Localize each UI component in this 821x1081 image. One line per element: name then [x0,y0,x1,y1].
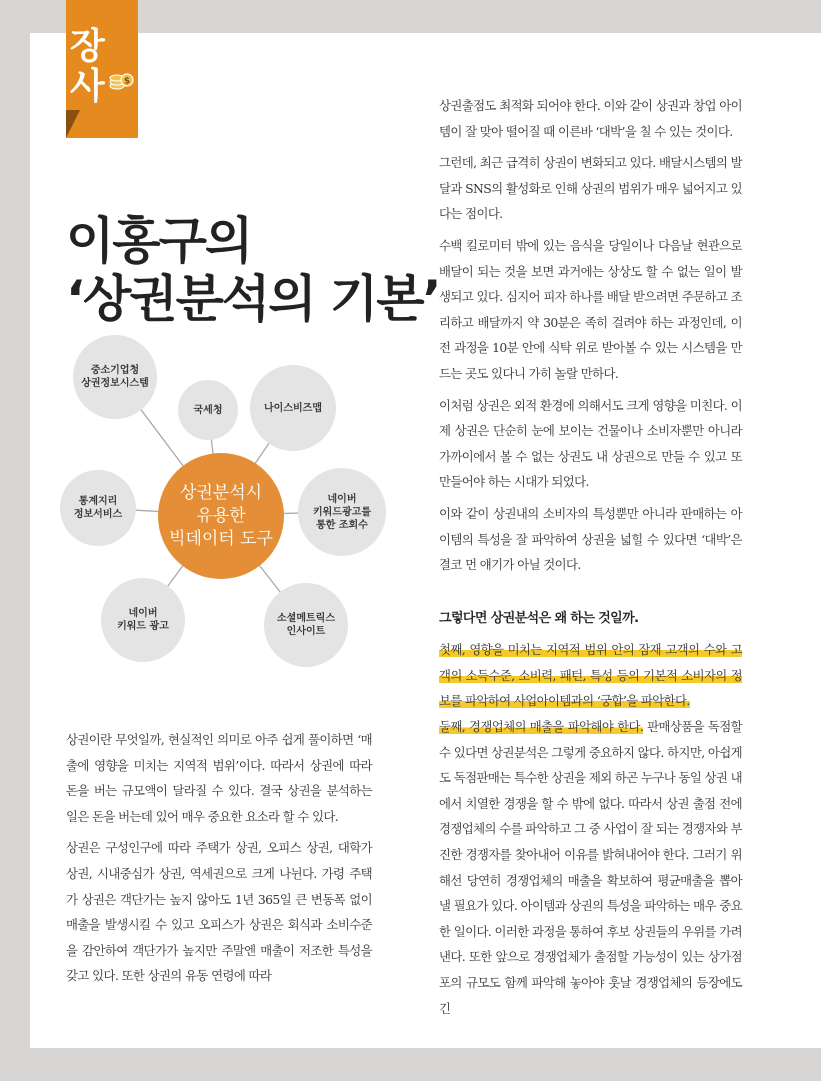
diagram-hub: 상권분석시 유용한 빅데이터 도구 [158,453,284,579]
node-sbiz-commercial-info: 중소기업청 상권정보시스템 [73,335,157,419]
node-naver-keyword-ad: 네이버 키워드 광고 [101,578,185,662]
bigdata-tools-diagram [60,340,410,670]
title-line-2: ‘상권분석의 기본’ [66,270,440,328]
right-paragraph-2: 그런데, 최근 급격히 상권이 변화되고 있다. 배달시스템의 발달과 SNS의 활성화로 인해 상권의 범위가 매우 넓어지고 있다는 점이다. [439,155,742,222]
right-paragraph-5: 이와 같이 상권내의 소비자의 특성뿐만 아니라 판매하는 아이템의 특성을 잘 파악하여 상권을 넓힐 수 있다면 ‘대박’은 결코 먼 얘기가 아닐 것이다. [439,505,742,573]
node-nice-bizmap: 나이스비즈맵 [250,365,336,451]
node-statistics-geo-service: 통계지리 정보서비스 [60,470,136,546]
body-right-column [439,93,742,1027]
node-national-tax-service: 국세청 [178,380,238,440]
left-paragraph-2: 상권은 구성인구에 따라 주택가 상권, 오피스 상권, 대학가 상권, 시내중심가 상권, 역세권으로 크게 나뉜다. 가령 주택가 상권은 객단가는 높지 않아도 1년 365일 큰 변동폭 없이 매출을 발생시킬 수 있고 오피스가 상권은 회식과 소비수준을 감안하여 객단가가 높지만 주말엔 매출이 저조한 특성을 갖고 있다. 또한 상권의 유동 연령에 따라 [66,840,372,984]
article-title [66,212,440,328]
coin-stack-icon [108,66,134,92]
second-point-body: 판매상품을 독점할 수 있다면 상권분석은 그렇게 중요하지 않다. 하지만, 아쉽게도 독점판매는 특수한 상권을 제외 하곤 누구나 동일 상권 내에서 치열한 경쟁을 할 수 밖에 없다. 따라서 상권 출점 전에 경쟁업체의 수를 파악하고 그 중 사업이 잘 되는 경쟁자와 부진한 경쟁자를 찾아내어 이유를 밝혀내어야 한다. 그러기 위해선 당연히 경쟁업체의 매출을 확보하여 평균매출을 뽑아낼 필요가 있다. 아이템과 상권의 특성을 파악하는 매우 중요한 일이다. 이러한 과정을 통하여 후보 상권들의 우위를 가려낸다. 또한 앞으로 경쟁업체가 출점할 가능성이 있는 상가점포의 규모도 함께 파악해 놓아야 훗날 경쟁업체의 등장에도 긴 [439,719,742,1016]
node-naver-keyword-views: 네이버 키워드광고를 통한 조회수 [298,468,386,556]
right-paragraph-4: 이처럼 상권은 외적 환경에 의해서도 크게 영향을 미친다. 이제 상권은 단순히 눈에 보이는 건물이나 소비자뿐만 아니라 가까이에서 볼 수 없는 상권도 내 상권으로 만들 수 있고 또 만들어야 하는 시대가 되었다. [439,397,742,490]
second-point [439,714,742,1021]
left-paragraph-1: 상권이란 무엇일까, 현실적인 의미로 아주 쉽게 풀이하면 ‘매출에 영향을 미치는 지역적 범위’이다. 따라서 상권에 따라 돈을 버는 규모액이 달라질 수 있다. 결국 상권을 분석하는 일은 돈을 버는데 있어 매우 중요한 요소라 할 수 있다. [66,732,372,824]
title-line-1: 이홍구의 [66,212,252,270]
body-left-column [66,727,372,995]
logo-line-1: 장 [70,26,103,67]
logo-line-2: 사 [70,66,103,107]
svg-text:$: $ [123,76,131,87]
logo-fold [66,110,80,138]
first-point [439,637,742,714]
first-point-highlight: 첫째, 영향을 미치는 지역적 범위 안의 잠재 고객의 수와 고객의 소득수준, 소비력, 패턴, 특성 등의 기본적 소비자의 정보를 파악하여 사업아이템과의 ‘궁합’을 파악한다. [439,642,742,709]
section-subheading: 그렇다면 상권분석은 왜 하는 것일까. [439,610,639,626]
node-social-metrics-insight: 소셜메트릭스 인사이트 [264,583,348,667]
second-point-head: 둘째, 경쟁업체의 매출을 파악해야 한다. [439,719,644,735]
right-paragraph-1: 상권출점도 최적화 되어야 한다. 이와 같이 상권과 창업 아이템이 잘 맞아 떨어질 때 이른바 ‘대박’을 칠 수 있는 것이다. [439,98,742,139]
right-paragraph-3: 수백 킬로미터 밖에 있는 음식을 당일이나 다음날 현관으로 배달이 되는 것을 보면 과거에는 상상도 할 수 없는 일이 발생되고 있다. 심지어 피자 하나를 배달 받으려면 주문하고 조리하고 배달까지 약 30분은 족히 걸려야 하는 과정인데, 이 전 과정을 10분 안에 식탁 위로 받아볼 수 있는 시스템을 만드는 곳도 있다니 가히 놀랄 만하다. [439,237,742,381]
